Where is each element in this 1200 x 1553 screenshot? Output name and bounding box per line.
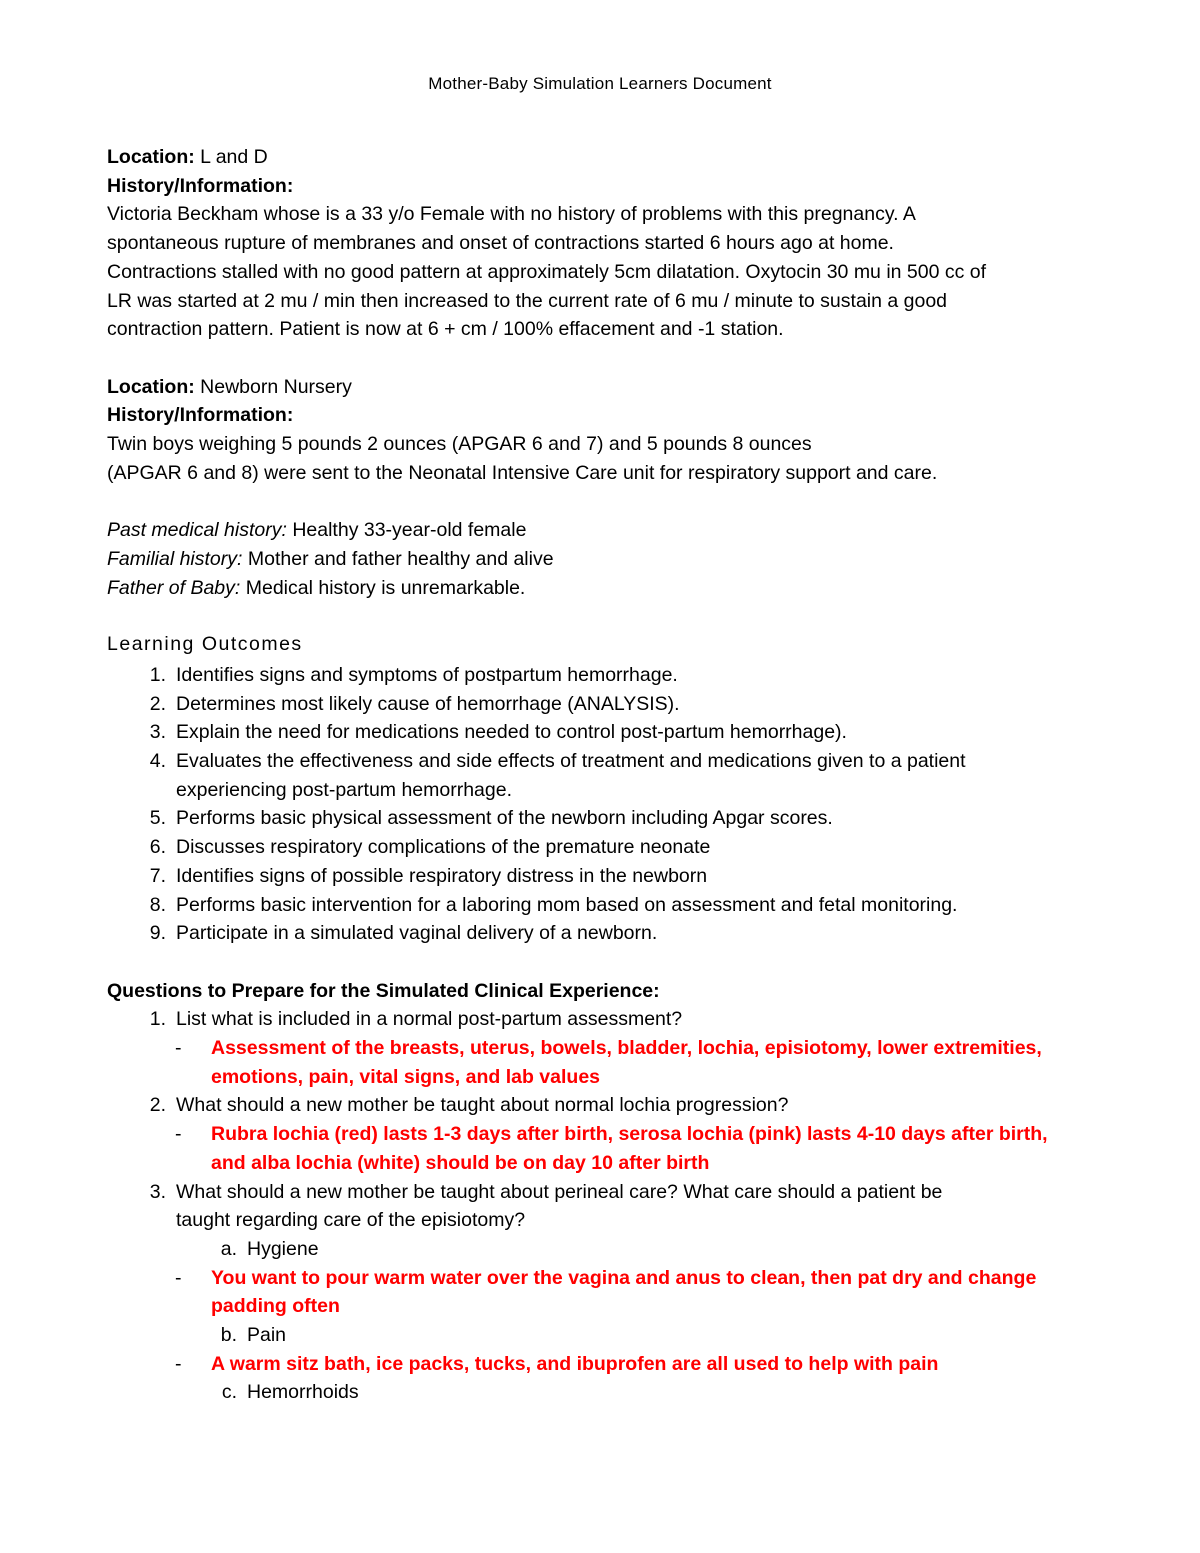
location-line: [107, 373, 1107, 402]
answer-line: - You want to pour warm water over the vagina and anus to clean, then pat dry and change: [175, 1266, 1037, 1289]
question-item-continuation: taught regarding care of the episiotomy?: [176, 1209, 526, 1232]
location-line: [107, 143, 1107, 172]
answer-line: - A warm sitz bath, ice packs, tucks, and ibuprofen are all used to help with pain: [175, 1352, 939, 1375]
answer-line: padding often: [211, 1295, 340, 1318]
list-item: 3. Explain the need for medications needed to control post-partum hemorrhage).: [149, 721, 847, 744]
past-medical-history: [107, 516, 1107, 545]
history-line: Twin boys weighing 5 pounds 2 ounces (APGAR 6 and 7) and 5 pounds 8 ounces: [107, 433, 812, 456]
list-item: 1. Identifies signs and symptoms of postpartum hemorrhage.: [149, 663, 678, 686]
familial-history: [107, 545, 1107, 574]
list-item: 5. Performs basic physical assessment of the newborn including Apgar scores.: [149, 807, 833, 830]
document-body: [107, 143, 1107, 1407]
location-value: L and D: [194, 146, 268, 168]
page-header: Mother-Baby Simulation Learners Document: [428, 74, 772, 93]
learning-outcomes-heading: Learning Outcomes: [107, 633, 303, 656]
learning-outcomes-list: [107, 661, 1107, 948]
history-heading: History/Information:: [107, 404, 294, 427]
answer-line: - Assessment of the breasts, uterus, bowels, bladder, lochia, episiotomy, lower extremities,: [175, 1037, 1042, 1060]
location-label: Location:: [107, 146, 195, 168]
list-item: 4. Evaluates the effectiveness and side effects of treatment and medications given to a patient: [149, 750, 966, 773]
history-line: Victoria Beckham whose is a 33 y/o Female with no history of problems with this pregnancy. A: [107, 203, 916, 226]
past-medical-history-value: Healthy 33-year-old female: [286, 519, 527, 542]
list-item: 8. Performs basic intervention for a laboring mom based on assessment and fetal monitoring.: [149, 893, 958, 916]
answer-line: emotions, pain, vital signs, and lab values: [211, 1065, 601, 1088]
history-line: contraction pattern. Patient is now at 6 + cm / 100% effacement and -1 station.: [107, 318, 784, 341]
history-line: Contractions stalled with no good pattern at approximately 5cm dilatation. Oxytocin 30 mu in 500 cc of: [107, 260, 987, 283]
list-item-continuation: experiencing post-partum hemorrhage.: [176, 778, 513, 801]
list-item: 9. Participate in a simulated vaginal delivery of a newborn.: [149, 922, 658, 945]
sub-item: b. Pain: [220, 1324, 287, 1347]
history-heading: History/Information:: [107, 174, 294, 197]
familial-history-label: Familial history:: [107, 547, 243, 570]
history-line: LR was started at 2 mu / min then increased to the current rate of 6 mu / minute to sustain a good: [107, 289, 948, 312]
history-line: spontaneous rupture of membranes and onset of contractions started 6 hours ago at home.: [107, 232, 894, 255]
question-item: 3. What should a new mother be taught about perineal care? What care should a patient be: [149, 1180, 943, 1203]
list-item: 7. Identifies signs of possible respiratory distress in the newborn: [149, 864, 708, 887]
question-item: 1. List what is included in a normal post-partum assessment?: [149, 1008, 683, 1031]
familial-history-value: Mother and father healthy and alive: [242, 547, 554, 570]
questions-heading: Questions to Prepare for the Simulated Clinical Experience:: [107, 979, 660, 1002]
list-item: 6. Discusses respiratory complications of the premature neonate: [149, 836, 711, 859]
past-medical-history-label: Past medical history:: [107, 519, 287, 542]
sub-item: c. Hemorrhoids: [221, 1381, 359, 1404]
history-line: (APGAR 6 and 8) were sent to the Neonatal Intensive Care unit for respiratory support and care.: [107, 461, 938, 484]
location-value: Newborn Nursery: [194, 375, 352, 398]
answer-line: and alba lochia (white) should be on day 10 after birth: [211, 1151, 710, 1174]
father-of-baby: [107, 574, 1107, 603]
father-of-baby-label: Father of Baby:: [107, 576, 241, 599]
answer-line: - Rubra lochia (red) lasts 1-3 days after birth, serosa lochia (pink) lasts 4-10 days after birth,: [175, 1123, 1048, 1146]
location-label: Location:: [107, 375, 195, 398]
question-item: 2. What should a new mother be taught about normal lochia progression?: [149, 1094, 789, 1117]
father-of-baby-value: Medical history is unremarkable.: [240, 576, 526, 599]
list-item: 2. Determines most likely cause of hemorrhage (ANALYSIS).: [149, 692, 680, 715]
sub-item: a. Hygiene: [220, 1237, 319, 1260]
